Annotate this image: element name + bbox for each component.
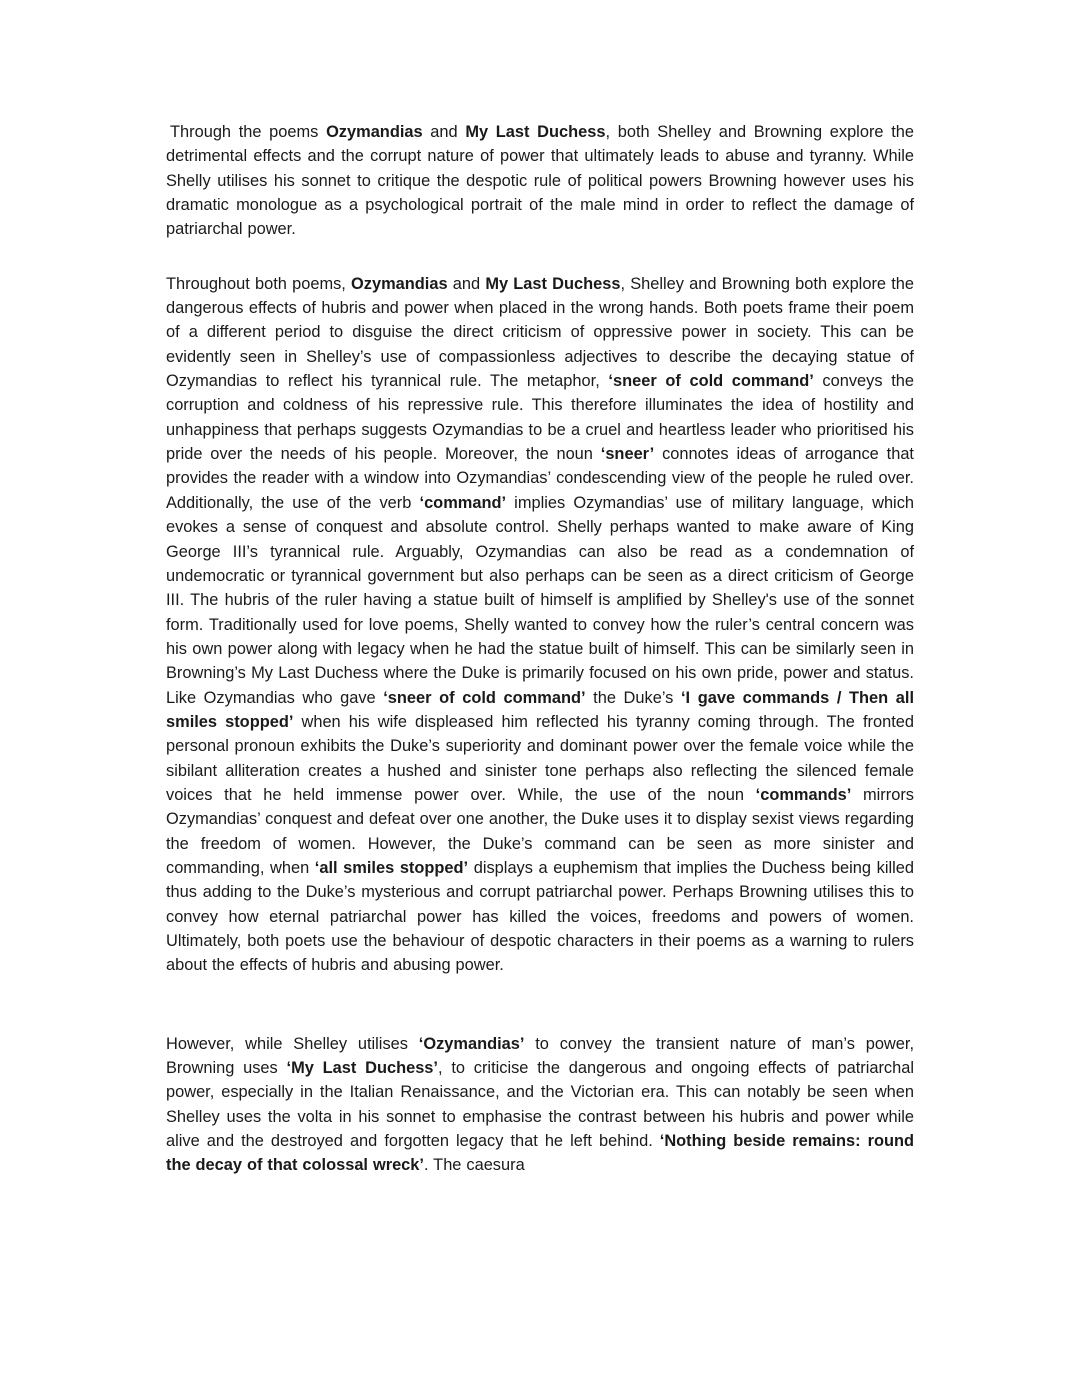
- quoted-term: My Last Duchess: [485, 274, 621, 293]
- body-paragraph-2: [166, 1032, 914, 1178]
- text-run: However, while Shelley utilises: [166, 1034, 419, 1053]
- intro-paragraph: [166, 120, 914, 242]
- quoted-term: ‘command’: [419, 493, 507, 512]
- quoted-term: ‘sneer’: [600, 445, 655, 464]
- quoted-term: ‘all smiles stopped’: [314, 858, 469, 877]
- quoted-term: Ozymandias: [326, 123, 423, 141]
- text-run: and: [422, 123, 466, 141]
- quoted-term: ‘sneer of cold command’: [608, 372, 814, 391]
- text-run: mirrors Ozymandias’ conquest and defeat over one another, the Duke uses it to display sexist views regarding the freedom of women. However, the Duke’s command can be seen as more sinister and commanding, when: [166, 785, 914, 877]
- text-run: Throughout both poems,: [166, 274, 352, 293]
- text-run: Through the poems: [170, 123, 327, 141]
- text-run: , both Shelley and Browning explore the detrimental effects and the corrupt nature of power that ultimately leads to abuse and tyranny. While Shelly utilises his sonnet to critique the despotic rule of political powers Browning however uses his dramatic monologue as a psychological portrait of the male mind in order to reflect the damage of patriarchal power.: [166, 123, 914, 239]
- body-paragraph-1: [166, 272, 914, 978]
- quoted-term: ‘My Last Duchess’: [286, 1059, 438, 1078]
- quoted-term: ‘I gave commands / Then all smiles stopped’: [166, 688, 914, 731]
- text-run: implies Ozymandias’ use of military language, which evokes a sense of conquest and absolute control. Shelly perhaps wanted to make aware of King George III’s tyrannical rule. Arguably, Ozymandias can also be read as a condemnation of undemocratic or tyrannical government but also perhaps can be seen as a direct criticism of George III. The hubris of the ruler having a statue built of himself is amplified by Shelley's use of the sonnet form. Traditionally used for love poems, Shelly wanted to convey how the ruler’s central concern was his own power along with legacy when he had the statue built of himself. This can be similarly seen in Browning’s My Last Duchess where the Duke is primarily focused on his own pride, power and status. Like Ozymandias who gave: [166, 493, 915, 707]
- text-run: . The caesura: [423, 1156, 525, 1175]
- quoted-term: My Last Duchess: [465, 123, 606, 141]
- quoted-term: ‘Nothing beside remains: round the decay of that colossal wreck’: [166, 1132, 914, 1175]
- text-run: the Duke’s: [585, 688, 681, 707]
- text-run: to convey the transient nature of man’s power, Browning uses: [166, 1034, 914, 1078]
- text-run: , Shelley and Browning both explore the dangerous effects of hubris and power when placed in the wrong hands. Both poets frame their poem of a different period to disguise the direct criticism of oppressive power in society. This can be evidently seen in Shelley’s use of compassionless adjectives to describe the decaying statue of Ozymandias to reflect his tyrannical rule. The metaphor,: [166, 274, 914, 391]
- quoted-term: ‘commands’: [755, 785, 852, 804]
- text-run: and: [447, 274, 486, 293]
- text-run: when his wife displeased him reflected his tyranny coming through. The fronted personal pronoun exhibits the Duke’s superiority and dominant power over the female voice while the sibilant alliteration creates a hushed and sinister tone perhaps also reflecting the silenced female voices that he held immense power over. While, the use of the noun: [166, 712, 914, 804]
- text-run: connotes ideas of arrogance that provides the reader with a window into Ozymandias’ condescending view of the people he ruled over. Additionally, the use of the verb: [166, 445, 914, 512]
- text-run: displays a euphemism that implies the Duchess being killed thus adding to the Duke’s mysterious and corrupt patriarchal power. Perhaps Browning utilises this to convey how eternal patriarchal power has killed the voices, freedoms and powers of women. Ultimately, both poets use the behaviour of despotic characters in their poems as a warning to rulers about the effects of hubris and abusing power.: [166, 858, 915, 975]
- quoted-term: Ozymandias: [351, 274, 448, 293]
- quoted-term: ‘sneer of cold command’: [383, 688, 586, 707]
- text-run: conveys the corruption and coldness of his repressive rule. This therefore illuminates the idea of hostility and unhappiness that perhaps suggests Ozymandias to be a cruel and heartless leader who prioritised his pride over the needs of his people. Moreover, the noun: [166, 372, 914, 464]
- quoted-term: ‘Ozymandias’: [418, 1034, 525, 1053]
- text-run: , to criticise the dangerous and ongoing effects of patriarchal power, especially in the Italian Renaissance, and the Victorian era. This can notably be seen when Shelley uses the volta in his sonnet to emphasise the contrast between his hubris and power while alive and the destroyed and forgotten legacy that he left behind.: [166, 1059, 914, 1151]
